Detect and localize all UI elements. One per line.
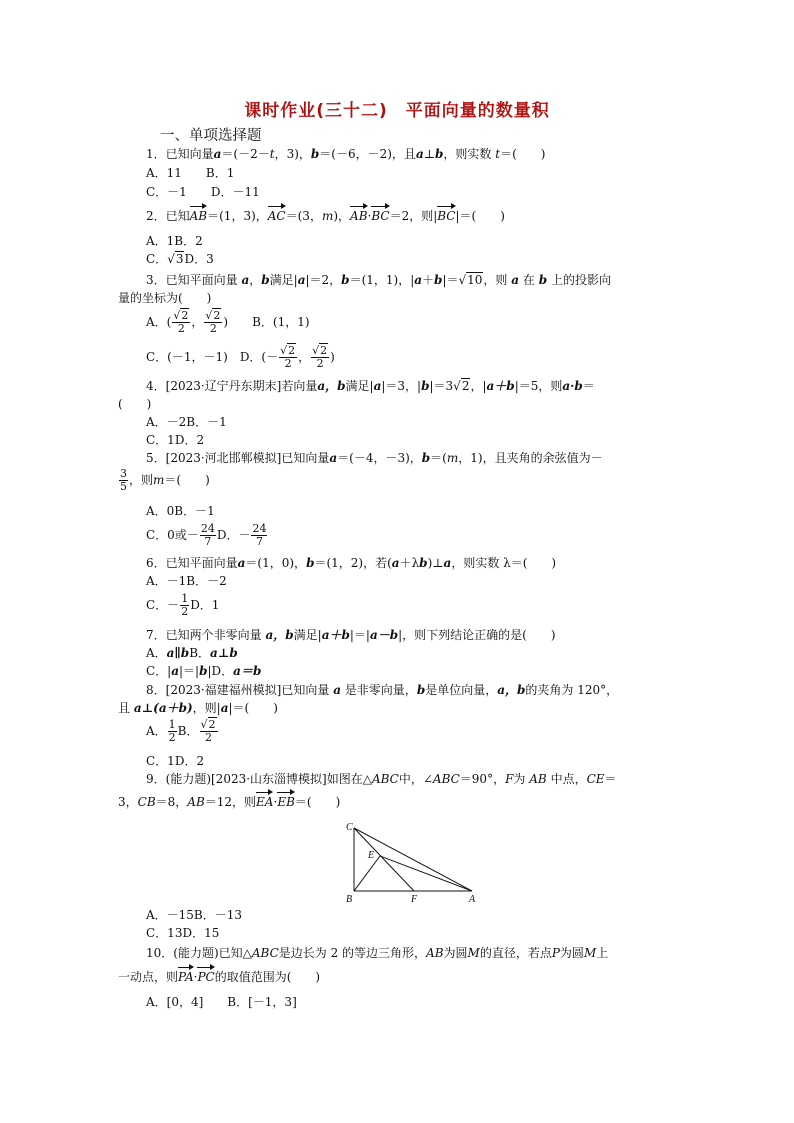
fraction: $\frac{3}{5}$ <box>120 467 127 493</box>
triangle-figure <box>340 818 485 904</box>
fraction: $\frac{√2}{2}$ <box>280 344 296 370</box>
fraction: $\frac{24}{7}$ <box>200 522 215 548</box>
question-2-options-cd: C．√3D．3 <box>146 252 214 266</box>
question-10: 10．(能力题)已知△ABC是边长为 2 的等边三角形，AB为圆M的直径，若点P为圆M上 <box>146 946 609 960</box>
question-6-options-cd: C．－ $\frac{1}{2}$ D．1 <box>146 592 220 618</box>
question-8-options-ab: A． $\frac{1}{2}$ B． $\frac{√2}{2}$ <box>146 718 216 744</box>
question-10-wrap: 一动点，则PA·PC的取值范围为( ) <box>118 970 321 984</box>
question-9: 9．(能力题)[2023·山东淄博模拟]如图在△ABC中，∠ABC＝90°，F为 AB 中点，CE＝ <box>146 772 617 786</box>
question-1-options-ab: A．11 B．1 <box>146 166 235 180</box>
fraction: $\frac{1}{2}$ <box>181 592 189 618</box>
label-b: B <box>346 894 353 904</box>
fraction: $\frac{24}{7}$ <box>252 522 267 548</box>
label-a: A <box>469 894 476 904</box>
fraction: $\frac{√2}{2}$ <box>312 344 328 370</box>
question-7-options-cd: C．|a|＝|b|D．a＝b <box>146 664 262 678</box>
fraction: $\frac{1}{2}$ <box>168 718 176 744</box>
section-heading: 一、单项选择题 <box>160 128 262 144</box>
segment-ea <box>380 856 472 891</box>
question-5-wrap: $\frac{3}{5}$ ，则m＝( ) <box>120 467 210 493</box>
question-10-options-ab: A．[0，4] B．[－1，3] <box>146 995 297 1009</box>
question-8: 8．[2023·福建福州模拟]已知向量 a 是非零向量，b是单位向量，a，b的夹角为 120°， <box>146 683 619 697</box>
question-9-options-ab: A．－15B．－13 <box>146 908 243 922</box>
label-c: C <box>346 822 353 833</box>
label-f: F <box>411 894 418 904</box>
question-5: 5．[2023·河北邯郸模拟]已知向量a＝(－4，－3)，b＝(m，1)，且夹角的余弦值为－ <box>146 451 603 465</box>
fraction: $\frac{√2}{2}$ <box>200 718 216 744</box>
question-3: 3．已知平面向量 a，b满足|a|＝2，b＝(1，1)，|a＋b|＝√10，则 a 在 b 上的投影向 <box>146 273 611 287</box>
question-3-options-cd: C．(－1，－1) D．(－ $\frac{√2}{2}$ ， $\frac{√2}{2}$ ) <box>146 344 335 370</box>
question-4: 4．[2023·辽宁丹东期末]若向量a，b满足|a|＝3，|b|＝3√2，|a＋b|＝5，则a·b＝ <box>146 379 595 393</box>
question-1-options-cd: C．－1 D．－11 <box>146 185 260 199</box>
fraction: $\frac{√2}{2}$ <box>173 309 189 335</box>
triangle-diagram <box>340 818 485 904</box>
page-title: 课时作业(三十二) 平面向量的数量积 <box>244 101 550 121</box>
question-2-options-ab: A．1B．2 <box>146 234 203 248</box>
question-4-options-ab: A．－2B．－1 <box>146 415 227 429</box>
question-9-options-cd: C．13D．15 <box>146 926 220 940</box>
label-e: E <box>368 850 375 861</box>
question-7-options-ab: A．a∥bB．a⊥b <box>146 646 238 660</box>
question-6: 6．已知平面向量a＝(1，0)，b＝(1，2)，若(a＋λb)⊥a，则实数 λ＝( ) <box>146 556 557 570</box>
question-9-wrap: 3，CB＝8，AB＝12，则EA·EB＝( ) <box>118 795 341 809</box>
question-5-options-cd: C．0或－ $\frac{24}{7}$ D．－ $\frac{24}{7}$ <box>146 522 267 548</box>
question-6-options-ab: A．－1B．－2 <box>146 574 227 588</box>
question-3-options-ab: A．( $\frac{√2}{2}$ ， $\frac{√2}{2}$ ) B．(1，1) <box>146 309 310 335</box>
segment-be <box>354 856 380 891</box>
question-1: 1．已知向量a＝(－2－t，3)，b＝(－6，－2)，且a⊥b，则实数 t＝( ) <box>146 147 546 161</box>
question-8-wrap: 且 a⊥(a＋b)，则|a|＝( ) <box>118 701 278 715</box>
question-4-wrap: ( ) <box>118 397 152 411</box>
question-2: 2．已知AB＝(1，3)，AC＝(3，m)，AB·BC＝2，则|BC|＝( ) <box>146 209 505 223</box>
question-7: 7．已知两个非零向量 a，b满足|a＋b|＝|a－b|，则下列结论正确的是( ) <box>146 628 556 642</box>
fraction: $\frac{√2}{2}$ <box>205 309 221 335</box>
question-5-options-ab: A．0B．－1 <box>146 504 215 518</box>
segment-cf <box>354 828 414 891</box>
question-3-wrap: 量的坐标为( ) <box>118 291 212 305</box>
question-4-options-cd: C．1D．2 <box>146 433 205 447</box>
question-8-options-cd: C．1D．2 <box>146 754 205 768</box>
